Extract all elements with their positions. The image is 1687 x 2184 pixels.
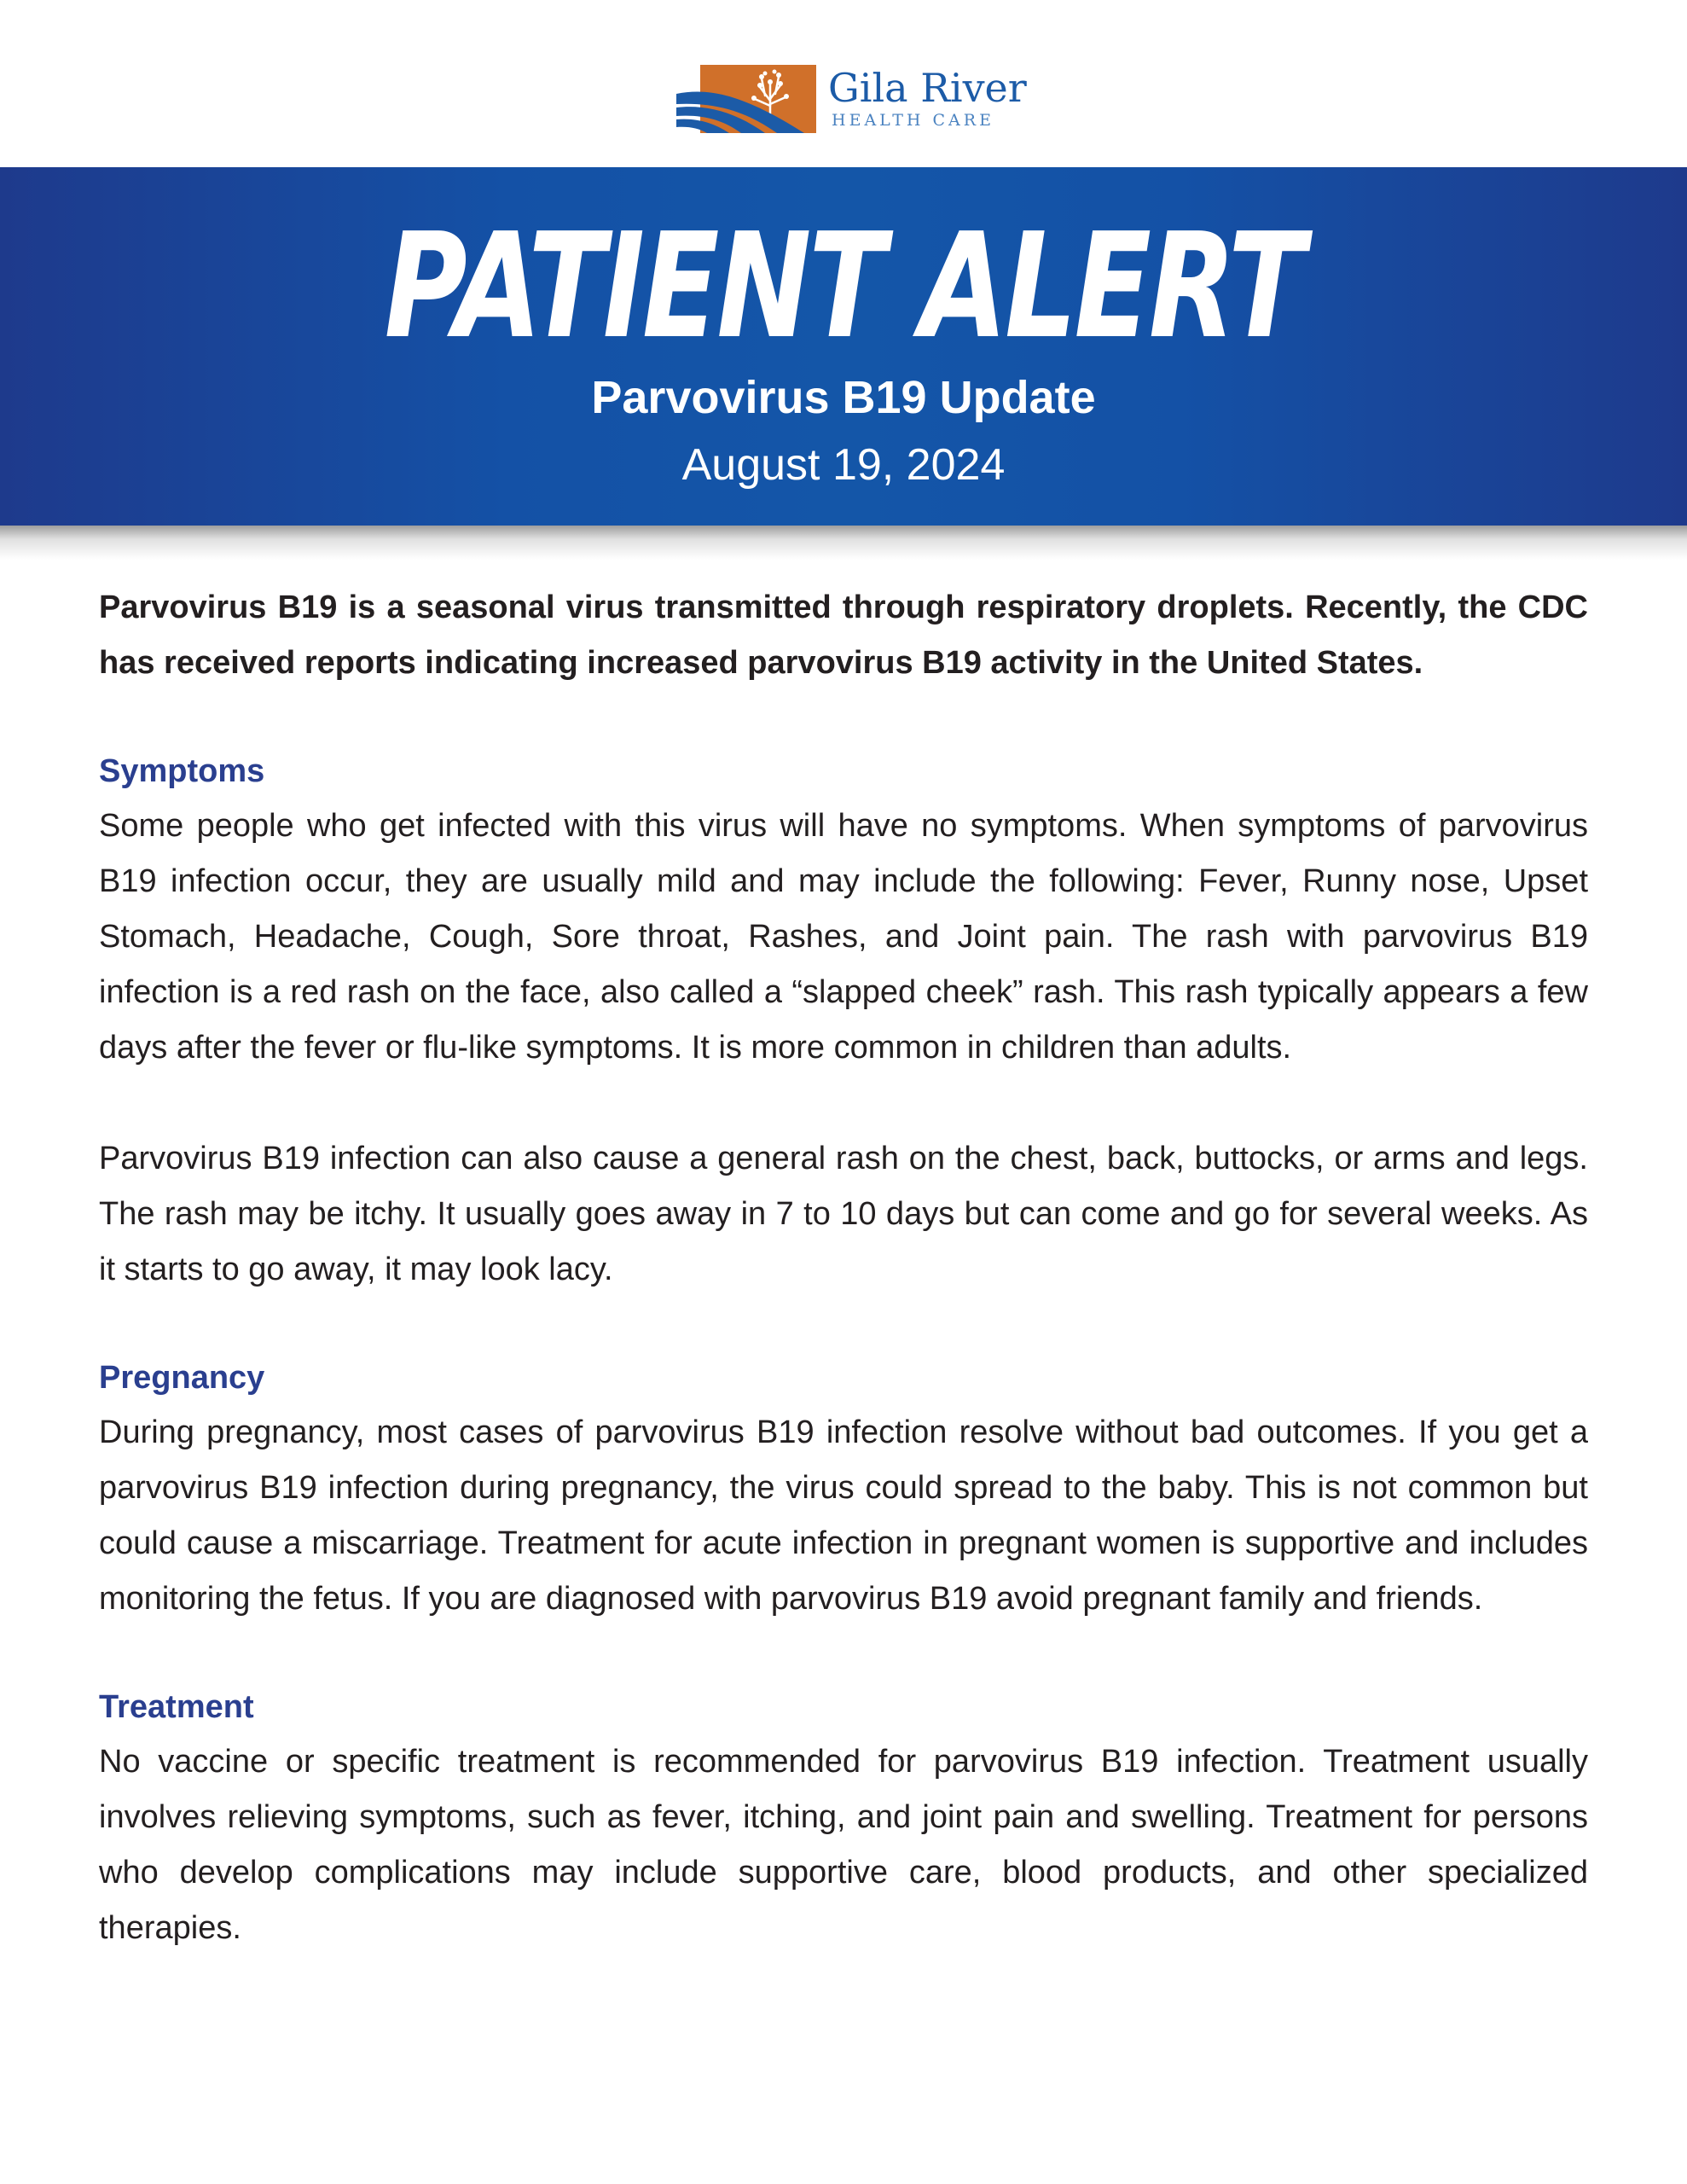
- alert-banner: [0, 167, 1687, 526]
- section-heading: Pregnancy: [99, 1360, 265, 1396]
- logo-name: Gila River: [828, 65, 1027, 111]
- gila-river-logo: [676, 61, 1035, 138]
- section-paragraph: No vaccine or specific treatment is recommended for parvovirus B19 infection. Treatment usually involves relieving symptoms, such as fever, itching, and joint pain and swelling. Treatment for persons who develop complications may include supportive care, blood products, and other specialized therapies.: [99, 1744, 1588, 1946]
- section-symptoms: [99, 744, 1588, 1298]
- section-paragraph: Some people who get infected with this virus will have no symptoms. When symptoms of parvovirus B19 infection occur, they are usually mild and may include the following: Fever, Runny nose, Upset Stomach, Headache, Cough, Sore throat, Rashes, and Joint pain. The rash with parvovirus B19 infection is a red rash on the face, also called a “slapped cheek” rash. This rash typically appears a few days after the fever or flu-like symptoms. It is more common in children than adults.: [99, 808, 1588, 1066]
- section-pregnancy: [99, 1350, 1588, 1627]
- section-paragraph: During pregnancy, most cases of parvovirus B19 infection resolve without bad outcomes. If you get a parvovirus B19 infection during pregnancy, the virus could spread to the baby. This is not common but could cause a miscarriage. Treatment for acute infection in pregnant women is supportive and includes monitoring the fetus. If you are diagnosed with parvovirus B19 avoid pregnant family and friends.: [99, 1414, 1588, 1617]
- section-paragraph: Parvovirus B19 infection can also cause a general rash on the chest, back, buttocks, or arms and legs. The rash may be itchy. It usually goes away in 7 to 10 days but can come and go for several weeks. As it starts to go away, it may look lacy.: [99, 1141, 1588, 1287]
- document-body: [99, 580, 1588, 1956]
- section-treatment: [99, 1680, 1588, 1956]
- section-heading: Treatment: [99, 1689, 254, 1725]
- alert-date: August 19, 2024: [681, 440, 1006, 490]
- section-heading: Symptoms: [99, 753, 265, 789]
- logo-subtitle: HEALTH CARE: [832, 111, 994, 130]
- intro-paragraph: Parvovirus B19 is a seasonal virus transmitted through respiratory droplets. Recently, the CDC has received reports indicating increased parvovirus B19 activity in the United States.: [99, 590, 1588, 681]
- gila-river-logo-icon: [676, 65, 816, 133]
- alert-title: PATIENT ALERT: [384, 202, 1303, 371]
- banner-shadow: [0, 526, 1687, 560]
- alert-subtitle: Parvovirus B19 Update: [591, 372, 1096, 423]
